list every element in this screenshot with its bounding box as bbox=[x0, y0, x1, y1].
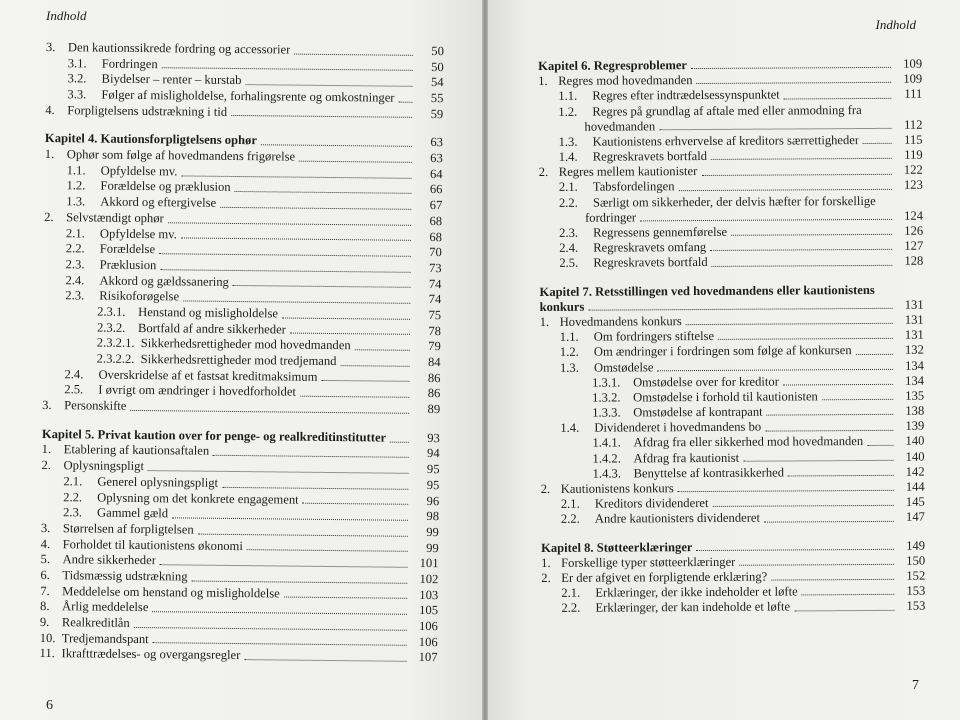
toc-entry-label: Kapitel 4. Kautionsforpligtelsens ophør bbox=[44, 131, 258, 148]
toc-entry-number: 1.3. bbox=[558, 134, 578, 149]
toc-page-number: 128 bbox=[904, 254, 924, 269]
toc-entry-label: Regres efter indtrædelsessynspunktet bbox=[592, 87, 780, 104]
table-of-contents bbox=[39, 40, 443, 666]
dot-leader bbox=[261, 144, 412, 147]
toc-entry-number: 2.3. bbox=[65, 257, 85, 272]
toc-entry-number: 1.4.1. bbox=[592, 435, 621, 451]
dot-leader bbox=[162, 68, 413, 72]
toc-entry-label: Sikkerhedsrettigheder mod tredjemand bbox=[140, 352, 337, 369]
toc-page-number: 149 bbox=[906, 538, 926, 553]
toc-page-number: 68 bbox=[429, 213, 443, 229]
toc-entry-label: Årlig meddelelse bbox=[61, 599, 149, 615]
toc-entry-label: Kautionistens erhvervelse af kreditors særrettigheder bbox=[592, 132, 860, 149]
toc-entry-number: 4. bbox=[40, 536, 51, 551]
toc-page-number: 99 bbox=[426, 524, 439, 540]
toc-entry-label: Den kautionssikrede fordring og accessorier bbox=[67, 40, 291, 57]
dot-leader bbox=[152, 611, 407, 615]
toc-page-number: 112 bbox=[904, 117, 923, 132]
dot-leader bbox=[712, 264, 893, 266]
toc-entry-number: 2. bbox=[41, 458, 52, 473]
dot-leader bbox=[355, 349, 410, 351]
toc-entry-label: fordringer bbox=[585, 210, 637, 225]
toc-entry-number: 1.1. bbox=[66, 163, 86, 178]
toc-entry-number: 2.3.2. bbox=[96, 320, 126, 335]
toc-page-number: 101 bbox=[419, 556, 439, 571]
toc-entry-number: 2.1. bbox=[561, 585, 581, 601]
toc-entry-label: hovedmanden bbox=[584, 119, 656, 134]
toc-page-number: 78 bbox=[428, 323, 442, 338]
toc-entry-number: 2.2. bbox=[65, 241, 85, 256]
toc-entry-label: Andre kautionisters dividenderet bbox=[594, 511, 761, 527]
toc-entry-label: Kapitel 8. Støtteerklæringer bbox=[541, 539, 693, 555]
toc-entry-label: Overskridelse af et fastsat kreditmaksimum bbox=[98, 367, 318, 384]
toc-entry-number: 1.3.2. bbox=[592, 390, 621, 405]
toc-entry-number: 2.4. bbox=[65, 272, 85, 288]
dot-leader bbox=[659, 128, 891, 130]
dot-leader bbox=[691, 67, 891, 69]
toc-entry-label: Regreskravets omfang bbox=[593, 240, 707, 255]
toc-entry-number: 2.2. bbox=[558, 195, 578, 210]
toc-page-number: 89 bbox=[427, 402, 441, 417]
dot-leader bbox=[398, 101, 412, 102]
toc-page-number: 84 bbox=[427, 355, 441, 370]
toc-entry-label: Etablering af kautionsaftalen bbox=[63, 442, 210, 459]
toc-entry-number: 1.2. bbox=[558, 104, 578, 119]
toc-page-number: 131 bbox=[904, 297, 924, 312]
toc-page-number: 139 bbox=[905, 418, 925, 434]
toc-entry-number: 8. bbox=[39, 599, 50, 614]
toc-page-number: 93 bbox=[427, 430, 440, 445]
toc-page-number: 63 bbox=[430, 135, 444, 150]
toc-page-number: 124 bbox=[904, 208, 924, 223]
toc-chapter-heading bbox=[539, 282, 923, 300]
toc-entry-label: Oplysning om det konkrete engagement bbox=[97, 490, 299, 507]
toc-entry-number: 2.3. bbox=[62, 505, 83, 520]
toc-page-number: 95 bbox=[426, 462, 440, 477]
dot-leader bbox=[784, 97, 892, 99]
toc-entry-label: Henstand og misligholdelse bbox=[138, 304, 279, 321]
toc-page-number: 102 bbox=[419, 571, 439, 587]
dot-leader bbox=[867, 445, 893, 446]
toc-page-number: 140 bbox=[905, 449, 925, 464]
running-header: Indhold bbox=[875, 17, 916, 32]
toc-entry-label: Biydelser – renter – kurstab bbox=[101, 71, 242, 88]
dot-leader bbox=[220, 207, 411, 210]
toc-page-number: 119 bbox=[904, 147, 923, 162]
toc-entry-number: 1. bbox=[541, 555, 551, 570]
toc-entry-label: Forældelse bbox=[99, 241, 156, 257]
toc-entry-number: 1.1. bbox=[558, 89, 578, 104]
toc-entry-label: Fordringen bbox=[101, 56, 158, 71]
dot-leader bbox=[321, 380, 409, 382]
toc-entry-label: Om fordringers stiftelse bbox=[593, 329, 715, 344]
toc-page-number: 79 bbox=[428, 339, 441, 354]
toc-entry-number: 1.3. bbox=[66, 194, 86, 209]
toc-entry-label: Tabsfordelingen bbox=[592, 179, 675, 195]
toc-entry-number: 1.4.2. bbox=[592, 451, 621, 466]
toc-entry bbox=[39, 646, 437, 666]
toc-entry-number: 1.2. bbox=[66, 178, 86, 193]
dot-leader bbox=[159, 253, 411, 257]
dot-leader bbox=[701, 173, 892, 175]
dot-leader bbox=[712, 505, 893, 507]
toc-page-number: 50 bbox=[431, 44, 444, 59]
toc-page-number: 67 bbox=[429, 198, 443, 213]
toc-entry-label: Regreskravets bortfald bbox=[593, 255, 708, 271]
toc-entry-label: Præklusion bbox=[99, 257, 157, 273]
dot-leader bbox=[181, 175, 411, 178]
toc-entry bbox=[42, 398, 440, 418]
dot-leader bbox=[160, 269, 410, 273]
toc-page-number: 109 bbox=[903, 56, 923, 71]
toc-entry-label: Andre sikkerheder bbox=[62, 552, 157, 568]
toc-page-number: 115 bbox=[904, 132, 923, 147]
toc-page-number: 123 bbox=[903, 178, 923, 193]
toc-entry-number: 1.3.1. bbox=[592, 375, 621, 390]
dot-leader bbox=[192, 580, 408, 583]
toc-entry-label: Forholdet til kautionistens økonomi bbox=[62, 536, 243, 553]
running-header: Indhold bbox=[46, 8, 87, 23]
toc-page-number: 74 bbox=[428, 292, 442, 307]
page-number: 7 bbox=[912, 678, 919, 693]
toc-entry-number: 2.2. bbox=[561, 601, 581, 616]
dot-leader bbox=[233, 285, 411, 288]
toc-entry-label: Regressens gennemførelse bbox=[593, 224, 728, 240]
toc-entry-label: Opfyldelse mv. bbox=[100, 163, 178, 179]
toc-entry-label: Generel oplysningspligt bbox=[97, 474, 219, 490]
toc-entry-number: 2.1. bbox=[63, 474, 83, 489]
toc-entry-number: 2.3.1. bbox=[97, 304, 126, 319]
dot-leader bbox=[183, 300, 410, 303]
toc-page-number: 86 bbox=[427, 386, 441, 401]
toc-entry-label: I øvrigt om ændringer i hovedforholdet bbox=[98, 382, 297, 400]
toc-entry-number: 2.5. bbox=[64, 382, 84, 397]
toc-page-number: 134 bbox=[905, 373, 925, 388]
toc-entry-label: Forpligtelsens udstrækning i tid bbox=[67, 102, 228, 119]
toc-entry-number: 2.3. bbox=[65, 288, 85, 303]
toc-entry-label: Regreskravets bortfald bbox=[592, 149, 708, 164]
dot-leader bbox=[231, 115, 412, 118]
toc-entry-number: 1.1. bbox=[559, 329, 579, 345]
toc-entry-number: 5. bbox=[40, 552, 51, 567]
toc-page-number: 64 bbox=[429, 166, 443, 181]
dot-leader bbox=[767, 414, 894, 416]
toc-entry-number: 1. bbox=[539, 314, 550, 329]
dot-leader bbox=[245, 84, 412, 87]
toc-entry-number: 1.2. bbox=[559, 345, 579, 360]
toc-entry-label: Meddelelse om henstand og misligholdelse bbox=[62, 583, 280, 601]
toc-entry-label: Akkord og gældssanering bbox=[99, 273, 229, 289]
toc-entry-label: konkurs bbox=[539, 299, 585, 314]
toc-entry-label: Om ændringer i fordringen som følge af konkursen bbox=[593, 343, 852, 360]
toc-page-number: 105 bbox=[419, 603, 439, 618]
dot-leader bbox=[588, 308, 892, 311]
page-number: 6 bbox=[46, 698, 53, 713]
dot-leader bbox=[678, 490, 894, 492]
dot-leader bbox=[788, 475, 894, 477]
dot-leader bbox=[771, 579, 894, 581]
toc-entry bbox=[539, 254, 923, 272]
dot-leader bbox=[711, 158, 892, 160]
toc-entry-label: Omstødelse bbox=[593, 359, 654, 375]
toc-page-number: 66 bbox=[429, 182, 443, 197]
dot-leader bbox=[160, 564, 408, 568]
toc-entry-label: Gammel gæld bbox=[96, 505, 169, 521]
dot-leader bbox=[743, 460, 893, 462]
toc-entry-number: 2. bbox=[540, 481, 551, 497]
toc-entry-number: 2.3.2.1. bbox=[96, 335, 135, 351]
dot-leader bbox=[134, 627, 407, 631]
toc-entry-number: 1. bbox=[41, 442, 52, 457]
toc-entry-number: 1.4. bbox=[558, 149, 578, 164]
dot-leader bbox=[739, 564, 894, 566]
toc-entry-number: 3.2. bbox=[67, 71, 87, 86]
toc-entry-number: 2.1. bbox=[65, 225, 85, 240]
dot-leader bbox=[657, 369, 893, 371]
toc-entry-label: Regres på grundlag af aftale med eller anmodning fra bbox=[592, 102, 862, 119]
toc-entry-label: Forældelse og præklusion bbox=[100, 179, 231, 195]
toc-entry-label: Akkord og eftergivelse bbox=[100, 194, 217, 210]
dot-leader bbox=[783, 384, 893, 386]
dot-leader bbox=[148, 470, 409, 474]
dot-leader bbox=[697, 549, 895, 551]
toc-entry-number: 2. bbox=[538, 165, 549, 180]
toc-entry-label: Erklæringer, der ikke indeholder et løfte bbox=[595, 584, 798, 600]
toc-entry-label: Afdrag fra eller sikkerhed mod hovedmanden bbox=[633, 434, 864, 450]
toc-page-number: 55 bbox=[430, 91, 444, 106]
toc-entry-label: Realkreditlån bbox=[61, 615, 130, 630]
toc-page-number: 73 bbox=[428, 260, 442, 276]
toc-page-number: 127 bbox=[904, 238, 924, 254]
dot-leader bbox=[390, 441, 409, 442]
toc-entry-number: 2.1. bbox=[560, 496, 580, 512]
toc-entry-number: 2.3.2.2. bbox=[96, 351, 135, 366]
toc-entry-number: 2.2. bbox=[63, 489, 83, 504]
toc-entry-label: Omstødelse over for kreditor bbox=[633, 374, 779, 390]
dot-leader bbox=[794, 609, 894, 611]
toc-entry-label: Erklæringer, der kan indeholde et løfte bbox=[595, 599, 791, 616]
toc-entry-label: Regres mod hovedmanden bbox=[558, 73, 693, 89]
dot-leader bbox=[765, 429, 893, 431]
toc-page-number: 150 bbox=[906, 553, 926, 568]
toc-entry-number: 3. bbox=[40, 520, 51, 535]
toc-entry-label: Omstødelse i forhold til kautionisten bbox=[633, 389, 818, 405]
toc-entry-number: 2.5. bbox=[559, 256, 579, 271]
toc-page-number: 68 bbox=[429, 229, 443, 244]
toc-entry bbox=[541, 510, 925, 528]
toc-entry-number: 9. bbox=[39, 615, 50, 630]
toc-entry-label: Selvstændigt ophør bbox=[66, 210, 164, 226]
toc-entry-label: Afdrag fra kautionist bbox=[633, 450, 740, 466]
dot-leader bbox=[679, 189, 892, 191]
dot-leader bbox=[282, 317, 410, 319]
toc-entry-label: Følger af misligholdelse, forhalingsrente og omkostninger bbox=[101, 87, 395, 105]
toc-entry-label: Bortfald af andre sikkerheder bbox=[137, 320, 286, 337]
dot-leader bbox=[290, 333, 410, 335]
toc-page-number: 140 bbox=[905, 434, 925, 449]
dot-leader bbox=[284, 597, 407, 599]
dot-leader bbox=[299, 160, 412, 162]
toc-entry-label: Kreditors dividenderet bbox=[594, 496, 709, 511]
toc-entry-label: Kapitel 5. Privat kaution over for penge- og realkreditinstitutter bbox=[41, 426, 387, 445]
toc-entry-label: Ophør som følge af hovedmandens frigørelse bbox=[66, 147, 296, 164]
toc-entry-number: 6. bbox=[40, 567, 50, 583]
toc-entry-number: 10. bbox=[39, 630, 56, 645]
toc-entry-number: 1.3.3. bbox=[592, 405, 621, 420]
toc-entry-label: Forskellige typer støtteerklæringer bbox=[561, 554, 736, 570]
toc-entry-label: Hovedmandens konkurs bbox=[559, 314, 682, 329]
dot-leader bbox=[802, 594, 895, 596]
toc-entry-label: Er der afgivet en forpligtende erklæring? bbox=[561, 569, 768, 585]
toc-entry-number: 3. bbox=[42, 398, 52, 413]
toc-page-number: 109 bbox=[903, 71, 923, 86]
dot-leader bbox=[764, 520, 894, 522]
toc-entry-number: 1.4.3. bbox=[592, 466, 621, 481]
toc-page-number: 59 bbox=[430, 106, 444, 121]
toc-page-number: 99 bbox=[426, 540, 439, 555]
toc-entry-label: Dividenderet i hovedmandens bo bbox=[594, 419, 762, 435]
table-of-contents bbox=[538, 44, 925, 617]
toc-page-number: 98 bbox=[426, 509, 440, 524]
toc-page-number: 75 bbox=[428, 308, 442, 323]
toc-page-number: 106 bbox=[418, 634, 438, 649]
toc-entry-label: Opfyldelse mv. bbox=[99, 226, 177, 241]
toc-page-number: 103 bbox=[419, 587, 439, 602]
toc-page-number: 138 bbox=[905, 403, 925, 418]
dot-leader bbox=[172, 517, 408, 520]
dot-leader bbox=[303, 503, 409, 505]
toc-page-number: 106 bbox=[418, 618, 438, 634]
toc-entry-number: 2.4. bbox=[64, 366, 84, 382]
dot-leader bbox=[244, 659, 406, 662]
dot-leader bbox=[340, 365, 409, 367]
toc-page-number: 70 bbox=[429, 245, 442, 260]
dot-leader bbox=[731, 234, 892, 236]
toc-page-number: 153 bbox=[906, 599, 926, 614]
dot-leader bbox=[822, 399, 893, 400]
toc-entry-label: Omstødelse af kontrapant bbox=[633, 404, 763, 420]
toc-entry-label: Særligt om sikkerheder, der delvis hæfter for forskellige bbox=[592, 193, 876, 210]
toc-entry-number: 3.3. bbox=[67, 87, 87, 102]
toc-entry-number: 2.1. bbox=[558, 180, 578, 195]
toc-entry-label: Sikkerhedsrettigheder mod hovedmanden bbox=[140, 336, 351, 353]
dot-leader bbox=[222, 486, 408, 489]
toc-page-number: 95 bbox=[426, 477, 440, 493]
dot-leader bbox=[153, 643, 407, 647]
toc-entry-label: Personskifte bbox=[64, 398, 127, 413]
toc-entry-number: 2. bbox=[44, 209, 54, 224]
dot-leader bbox=[863, 143, 892, 144]
toc-entry-label: Kautionistens konkurs bbox=[560, 481, 674, 496]
toc-entry-label: Kapitel 7. Retsstillingen ved hovedmandens eller kautionistens bbox=[539, 282, 875, 299]
toc-entry-number: 2. bbox=[541, 570, 551, 585]
toc-page-number: 94 bbox=[427, 446, 440, 461]
toc-page-number: 96 bbox=[426, 493, 440, 508]
toc-page-number: 153 bbox=[906, 583, 926, 598]
toc-page-number: 63 bbox=[430, 151, 443, 166]
toc-entry-number: 2.4. bbox=[559, 240, 579, 256]
toc-page-number: 126 bbox=[904, 223, 924, 238]
toc-entry-number: 3. bbox=[45, 39, 56, 55]
dot-leader bbox=[247, 549, 408, 552]
toc-page-number: 122 bbox=[903, 162, 923, 178]
toc-entry-number: 4. bbox=[45, 102, 55, 117]
toc-entry-number: 3.1. bbox=[67, 55, 87, 71]
toc-entry-number: 1.4. bbox=[560, 421, 580, 436]
dot-leader bbox=[686, 323, 893, 325]
toc-page-number: 54 bbox=[430, 75, 444, 90]
toc-entry-number: 1.3. bbox=[559, 360, 579, 375]
dot-leader bbox=[856, 353, 893, 354]
toc-entry-label: Oplysningspligt bbox=[63, 458, 145, 474]
toc-entry-label: Tredjemandspant bbox=[61, 630, 149, 646]
dot-leader bbox=[640, 219, 892, 222]
toc-page-number: 152 bbox=[906, 568, 926, 583]
dot-leader bbox=[213, 455, 409, 458]
dot-leader bbox=[300, 396, 409, 398]
toc-page-number: 131 bbox=[904, 327, 924, 342]
toc-page-number: 144 bbox=[905, 479, 925, 494]
toc-entry-label: Størrelsen af forpligtelsen bbox=[62, 521, 194, 537]
dot-leader bbox=[294, 53, 413, 55]
dot-leader bbox=[168, 222, 411, 226]
toc-page-number: 131 bbox=[904, 312, 924, 327]
right-page bbox=[488, 0, 960, 720]
toc-entry-label: Risikoforøgelse bbox=[99, 288, 180, 304]
dot-leader bbox=[718, 338, 893, 340]
toc-entry bbox=[541, 599, 925, 617]
toc-page-number: 132 bbox=[904, 343, 924, 358]
dot-leader bbox=[130, 410, 409, 414]
toc-page-number: 134 bbox=[905, 358, 924, 373]
dot-leader bbox=[235, 191, 412, 194]
toc-page-number: 135 bbox=[905, 388, 925, 403]
toc-page-number: 145 bbox=[905, 494, 925, 509]
toc-entry-label: Kapitel 6. Regresproblemer bbox=[538, 58, 688, 73]
toc-entry-number: 7. bbox=[40, 583, 50, 598]
dot-leader bbox=[697, 82, 892, 84]
dot-leader bbox=[181, 238, 411, 241]
toc-entry bbox=[539, 193, 923, 211]
toc-page-number: 111 bbox=[904, 87, 923, 102]
toc-entry-label: Tidsmæssig udstrækning bbox=[62, 568, 188, 584]
toc-page-number: 142 bbox=[905, 464, 925, 479]
toc-entry-number: 2.2. bbox=[560, 512, 580, 527]
toc-page-number: 107 bbox=[418, 650, 438, 665]
toc-entry-number: 2.3. bbox=[559, 225, 579, 240]
toc-entry-number: 1. bbox=[44, 147, 55, 162]
toc-entry-label: Ikrafttrædelses- og overgangsregler bbox=[61, 646, 241, 663]
toc-page-number: 147 bbox=[905, 510, 925, 525]
toc-entry-number: 1. bbox=[538, 74, 548, 89]
toc-page-number: 86 bbox=[427, 370, 441, 385]
toc-entry-label: Regres mellem kautionister bbox=[558, 164, 698, 180]
dot-leader bbox=[710, 249, 892, 251]
dot-leader bbox=[198, 533, 408, 536]
toc-page-number: 50 bbox=[431, 59, 444, 74]
toc-entry-number: 11. bbox=[39, 646, 55, 661]
toc-entry-label: Benyttelse af kontrasikkerhed bbox=[633, 465, 785, 481]
toc-page-number: 74 bbox=[428, 276, 442, 291]
